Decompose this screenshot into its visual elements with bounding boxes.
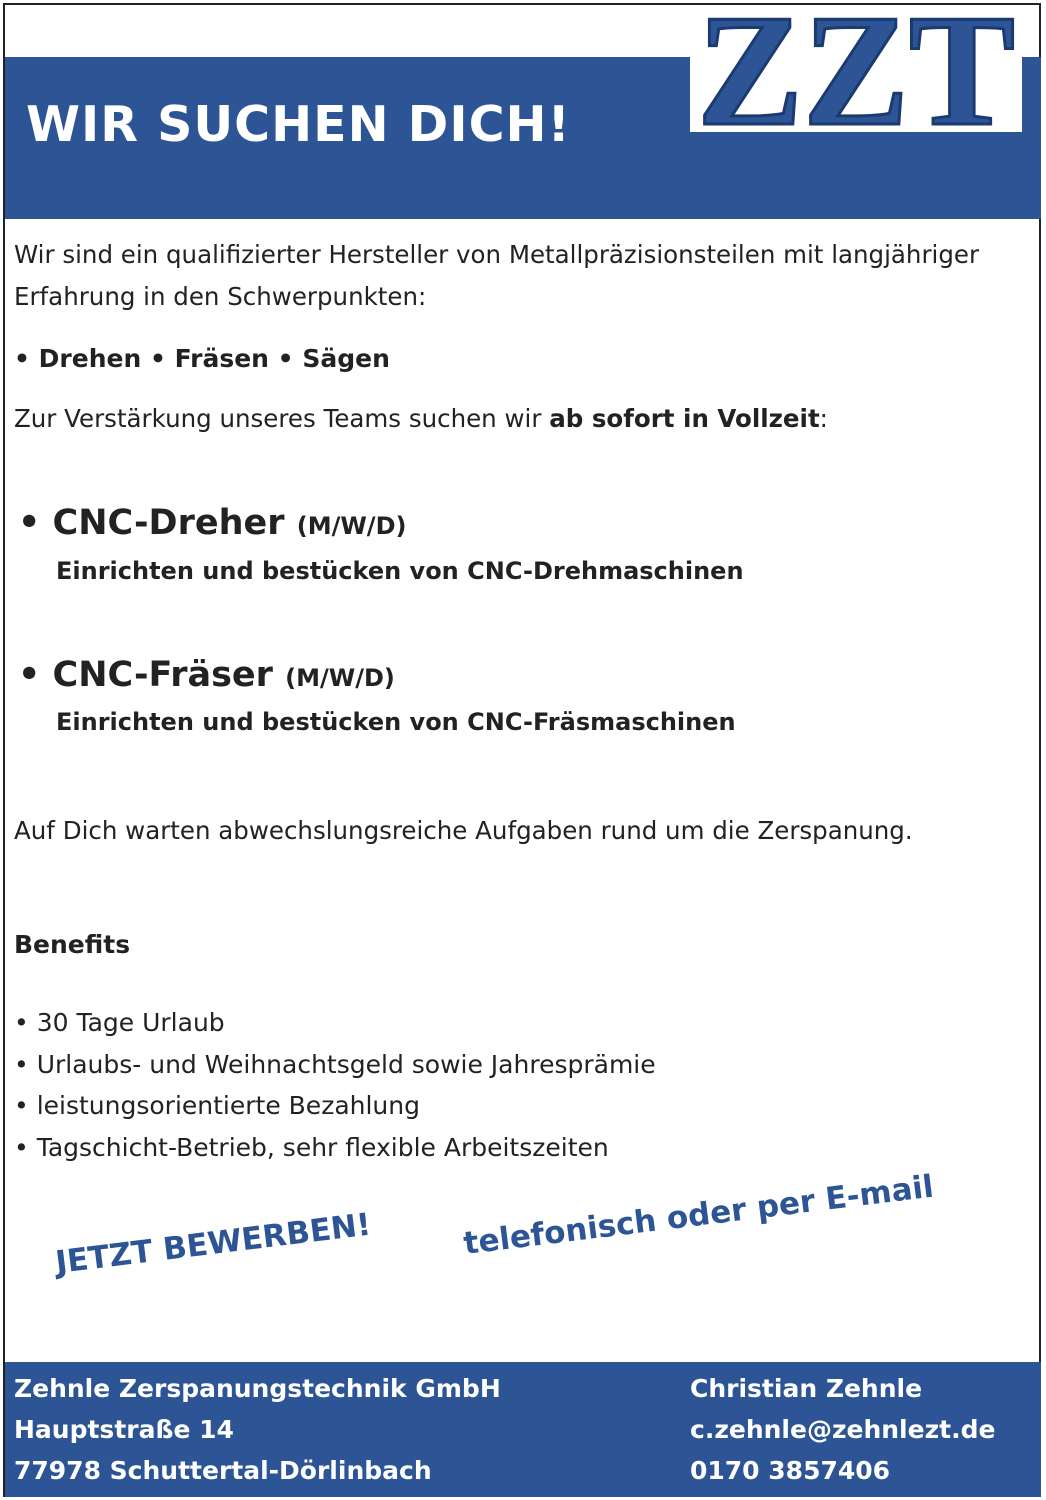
job-description-cnc-fraeser: Einrichten und bestücken von CNC-Fräsmaschinen — [56, 708, 736, 736]
headline: WIR SUCHEN DICH! — [26, 96, 571, 153]
benefit-item: • Urlaubs- und Weihnachtsgeld sowie Jahresprämie — [14, 1050, 656, 1079]
benefit-item: • 30 Tage Urlaub — [14, 1008, 225, 1037]
job-title-cnc-fraeser — [18, 655, 395, 695]
lead-suffix: : — [819, 404, 828, 433]
lead-bold: ab sofort in Vollzeit — [549, 404, 820, 433]
closing-text: Auf Dich warten abwechslungsreiche Aufgaben rund um die Zerspanung. — [14, 816, 913, 845]
benefit-item: • leistungsorientierte Bezahlung — [14, 1091, 420, 1120]
benefits-heading: Benefits — [14, 930, 131, 959]
contact-email[interactable]: c.zehnle@zehnlezt.de — [690, 1415, 996, 1444]
company-city: 77978 Schuttertal-Dörlinbach — [14, 1456, 432, 1485]
benefit-item: • Tagschicht-Betrieb, sehr flexible Arbeitszeiten — [14, 1133, 609, 1162]
poster-frame — [3, 3, 1041, 1497]
job-title-text: • CNC-Fräser — [18, 655, 273, 695]
contact-phone[interactable]: 0170 3857406 — [690, 1456, 891, 1485]
intro-text: Wir sind ein qualifizierter Hersteller von Metallpräzisionsteilen mit langjähriger Erfahrung in den Schwerpunkten: — [14, 240, 980, 311]
job-gender-tag: (M/W/D) — [285, 664, 395, 692]
lead-prefix: Zur Verstärkung unseres Teams suchen wir — [14, 404, 550, 433]
company-street: Hauptstraße 14 — [14, 1415, 234, 1444]
apply-now-callout: JETZT BEWERBEN! — [53, 1206, 373, 1281]
job-description-cnc-dreher: Einrichten und bestücken von CNC-Drehmaschinen — [56, 557, 744, 585]
zzt-logo — [690, 8, 1022, 132]
zzt-logo-text: ZZT — [697, 8, 1015, 132]
contact-channel-callout: telefonisch oder per E-mail — [461, 1168, 936, 1262]
job-gender-tag: (M/W/D) — [296, 512, 407, 540]
company-name: Zehnle Zerspanungstechnik GmbH — [14, 1374, 501, 1403]
job-title-text: • CNC-Dreher — [18, 503, 285, 543]
contact-name: Christian Zehnle — [690, 1374, 923, 1403]
lead-text — [14, 404, 828, 433]
job-title-cnc-dreher — [18, 503, 406, 543]
focus-areas: • Drehen • Fräsen • Sägen — [14, 344, 390, 373]
